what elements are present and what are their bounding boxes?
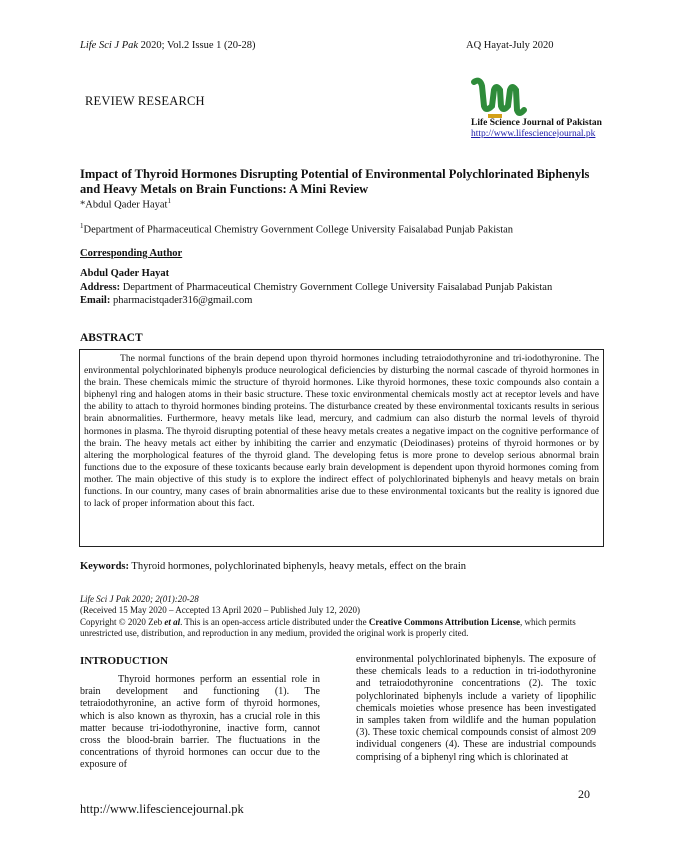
- author-sup: 1: [167, 197, 171, 205]
- abstract-text: The normal functions of the brain depend upon thyroid hormones including tetraiodothyronine and tri-iodothyronine. The environmental polychlorinated biphenyls produce neurological deficiencies by disturbing the normal cascade of thyroid hormones in the brain. These chemicals mimic the structure of thyroid hormones. Like thyroid hormones, these toxic compounds also contain a biphenyl ring and halogen atoms in their basic structure. These toxic environmental chemicals mostly act at receptor levels and have the ability to attach to thyroid hormones binding proteins. The disturbance created by these environmental toxicants results in serious brain abnormalities. Furthermore, heavy metals like lead, mercury, and cadmium can also disturb the normal levels of thyroid hormones in plasma. The thyroid disrupting potential of these heavy metals creates a negative impact on the cognitive performance of the brain. The heavy metals act either by inhibiting the carrier and enzymatic (Deiodinases) proteins of thyroid hormones or by altering the morphological features of the thyroid gland. The developing fetus is more prone to develop serious abnormal brain functions due to the exposure of these toxicants because early brain development is dependent upon thyroid hormones coming from mother. The main objective of this study is to explore the indirect effect of polychlorinated biphenyls and heavy metals on brain functions. In our country, many cases of brain abnormalities arise due to these environmental toxicants but the reality is ignored due to lack of proper information about this fact.: [84, 353, 599, 510]
- intro-right-column: [356, 654, 596, 764]
- corresponding-heading: Corresponding Author: [80, 248, 183, 259]
- affiliation: [80, 222, 513, 236]
- journal-abbrev: Life Sci J Pak: [80, 40, 139, 51]
- citation-line: Life Sci J Pak 2020; 2(01):20-28: [80, 594, 199, 604]
- copyright-post: , which permits unrestricted use, distribution, and reproduction in any medium, provided the original work is properly cited.: [80, 617, 576, 638]
- issue-info: 2020; Vol.2 Issue 1 (20-28): [138, 40, 256, 51]
- journal-logo-icon: [470, 76, 530, 120]
- running-header-left: [80, 40, 255, 51]
- affiliation-sup: 1: [80, 222, 84, 230]
- intro-left-column: [80, 674, 320, 772]
- article-type: REVIEW RESEARCH: [85, 94, 205, 108]
- footer-url[interactable]: http://www.lifesciencejournal.pk: [80, 802, 244, 816]
- corresponding-address: [80, 282, 552, 293]
- intro-left-text: Thyroid hormones perform an essential role in brain development and functioning (1). The tetraiodothyronine, an active form of thyroid hormones, which is also known as thyroxin, has a crucial role in this matter because tri-iodothyronine, inactive form, cannot cross the blood-brain barrier. The fluctuations in the concentrations of thyroid hormones can occur due to the exposure of: [80, 674, 320, 771]
- author-name: *Abdul Qader Hayat: [80, 199, 168, 211]
- corresponding-email: [80, 295, 252, 306]
- journal-url-link[interactable]: http://www.lifesciencejournal.pk: [471, 129, 596, 139]
- received-dates: (Received 15 May 2020 – Accepted 13 April 2020 – Published July 12, 2020): [80, 605, 360, 615]
- journal-name: Life Science Journal of Pakistan: [471, 118, 602, 128]
- abstract-box: [79, 349, 604, 547]
- running-header-right: AQ Hayat-July 2020: [466, 40, 554, 51]
- corresponding-name: Abdul Qader Hayat: [80, 268, 170, 279]
- keywords-text: Thyroid hormones, polychlorinated biphenyls, heavy metals, effect on the brain: [129, 561, 466, 572]
- intro-right-text: environmental polychlorinated biphenyls. The exposure of these chemicals leads to a reduction in tri-iodothyronine and tetraiodothyronine concentrations (2). The toxic polychlorinated biphenyls include a variety of lipophilic chemicals moieties whose presence has been investigated in samples taken from wildlife and the human population (3). These toxic chemical compounds consist of almost 209 individual congeners (4). These are industrial compounds comprising of a biphenyl ring which is chlorinated at: [356, 654, 596, 763]
- article-title: Impact of Thyroid Hormones Disrupting Potential of Environmental Polychlorinated Biphenyls and Heavy Metals on Brain Functions: A Mini Review: [80, 167, 590, 196]
- keywords-label: Keywords:: [80, 561, 129, 572]
- copyright-mid: . This is an open-access article distributed under the: [180, 617, 369, 627]
- copyright-etal: et al: [164, 617, 181, 627]
- author-line: [80, 197, 171, 211]
- address-label: Address:: [80, 282, 121, 293]
- copyright-pre: Copyright © 2020 Zeb: [80, 617, 165, 627]
- page-number: 20: [578, 787, 590, 801]
- affiliation-text: Department of Pharmaceutical Chemistry Government College University Faisalabad Punjab Pakistan: [83, 224, 514, 236]
- address-text: Department of Pharmaceutical Chemistry Government College University Faisalabad Punjab Pakistan: [120, 282, 553, 293]
- keywords: [80, 561, 466, 572]
- email-text[interactable]: pharmacistqader316@gmail.com: [110, 295, 253, 306]
- license-name: Creative Commons Attribution License: [368, 617, 520, 627]
- introduction-heading: INTRODUCTION: [80, 655, 169, 667]
- abstract-heading: ABSTRACT: [80, 332, 143, 344]
- email-label: Email:: [80, 295, 111, 306]
- copyright-notice: [80, 617, 600, 639]
